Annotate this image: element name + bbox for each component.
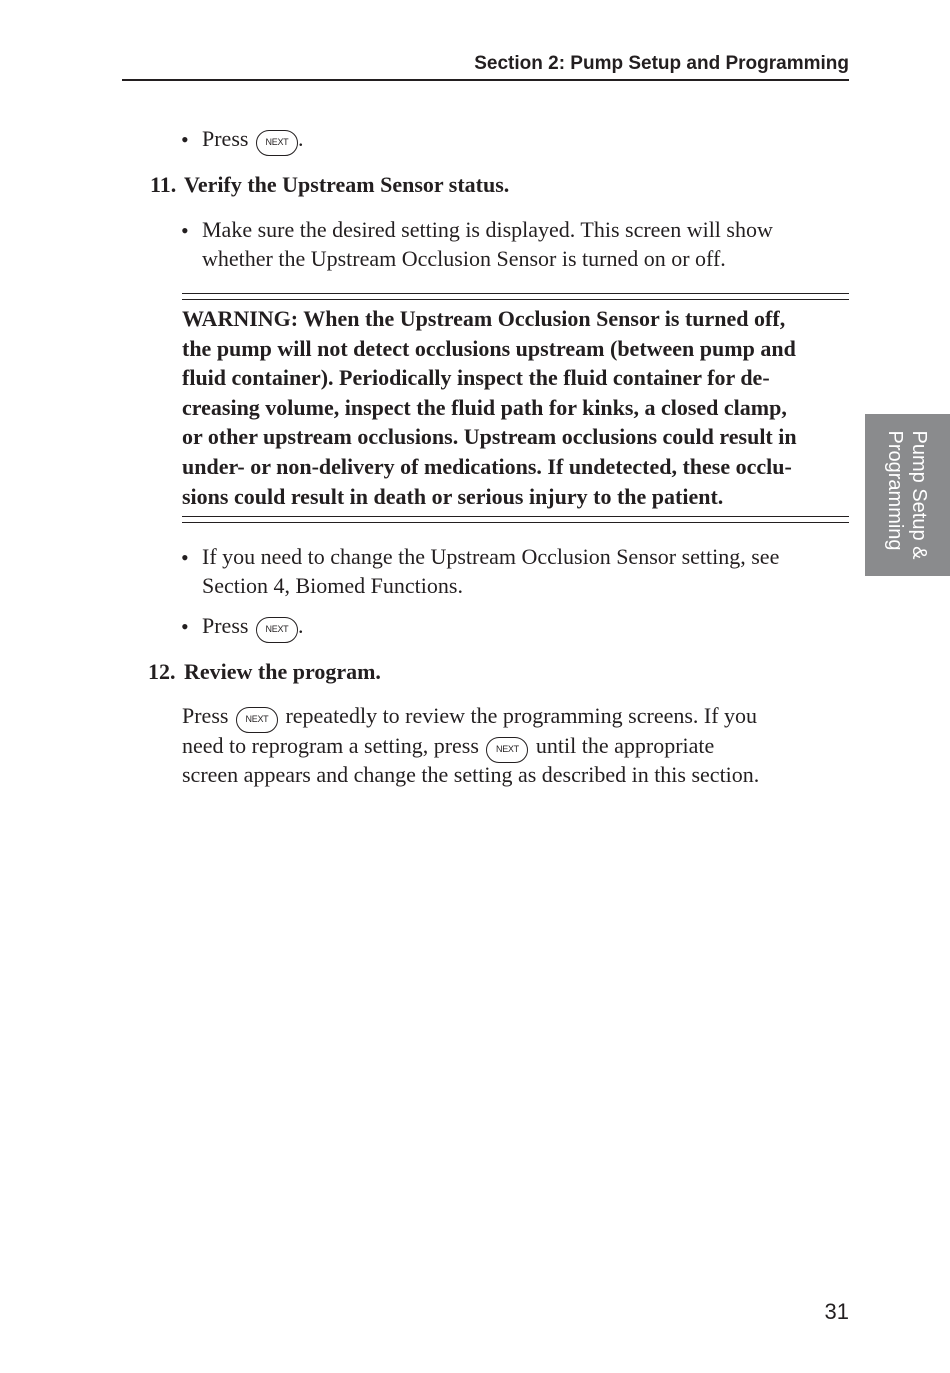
warning-text	[182, 304, 854, 511]
next-key-icon: NEXT	[256, 617, 298, 643]
warning-line: the pump will not detect occlusions upstream (between pump and	[182, 335, 796, 361]
bullet-text-line: Make sure the desired setting is displayed. This screen will show	[202, 217, 773, 242]
press-next-instruction	[202, 124, 303, 156]
press-label: Press	[202, 613, 249, 638]
press-label: Press	[202, 126, 249, 151]
bullet-text-line: whether the Upstream Occlusion Sensor is turned on or off.	[202, 246, 726, 271]
step-heading: Review the program.	[184, 659, 381, 684]
warning-line: or other upstream occlusions. Upstream occlusions could result in	[182, 424, 797, 450]
bullet: •	[181, 545, 189, 570]
bullet: •	[181, 218, 189, 243]
step-number: 11.	[150, 172, 177, 197]
page-header-title: Section 2: Pump Setup and Programming	[474, 53, 849, 74]
side-tab-line: Pump Setup &	[908, 430, 930, 560]
step-heading: Verify the Upstream Sensor status.	[184, 172, 510, 197]
warning-rule-bottom-inner	[182, 516, 849, 517]
paragraph-line: screen appears and change the setting as described in this section.	[182, 762, 760, 787]
bullet: •	[181, 127, 189, 152]
paragraph-text: repeatedly to review the programming screens. If you	[285, 703, 758, 728]
side-tab-line: Programming	[884, 430, 906, 551]
bullet-text-line: If you need to change the Upstream Occlusion Sensor setting, see	[202, 544, 780, 569]
next-key-icon: NEXT	[256, 130, 298, 156]
period: .	[297, 613, 304, 638]
warning-line: under- or non-delivery of medications. If undetected, these occlu-	[182, 453, 792, 479]
warning-rule-top-inner	[182, 299, 849, 300]
paragraph-text: need to reprogram a setting, press	[182, 733, 479, 758]
next-key-icon: NEXT	[236, 707, 278, 733]
side-tab-label	[883, 431, 931, 560]
paragraph-text: until the appropriate	[535, 733, 715, 758]
warning-line: WARNING: When the Upstream Occlusion Sensor is turned off,	[182, 306, 786, 331]
step-number: 12.	[148, 659, 176, 684]
bullet-text-line: Section 4, Biomed Functions.	[202, 573, 463, 598]
paragraph-line	[182, 701, 757, 733]
press-label: Press	[182, 703, 229, 728]
warning-line: fluid container). Periodically inspect the fluid container for de-	[182, 365, 770, 391]
paragraph-line	[182, 731, 714, 763]
warning-line: sions could result in death or serious injury to the patient.	[182, 483, 724, 509]
next-key-icon: NEXT	[486, 737, 528, 763]
bullet: •	[181, 614, 189, 639]
warning-rule-top	[182, 293, 849, 294]
period: .	[297, 126, 304, 151]
warning-rule-bottom	[182, 522, 849, 523]
section-side-tab	[865, 414, 950, 576]
page-number: 31	[824, 1299, 849, 1324]
warning-line: creasing volume, inspect the fluid path for kinks, a closed clamp,	[182, 394, 787, 420]
header-rule	[122, 79, 849, 81]
press-next-instruction	[202, 611, 303, 643]
